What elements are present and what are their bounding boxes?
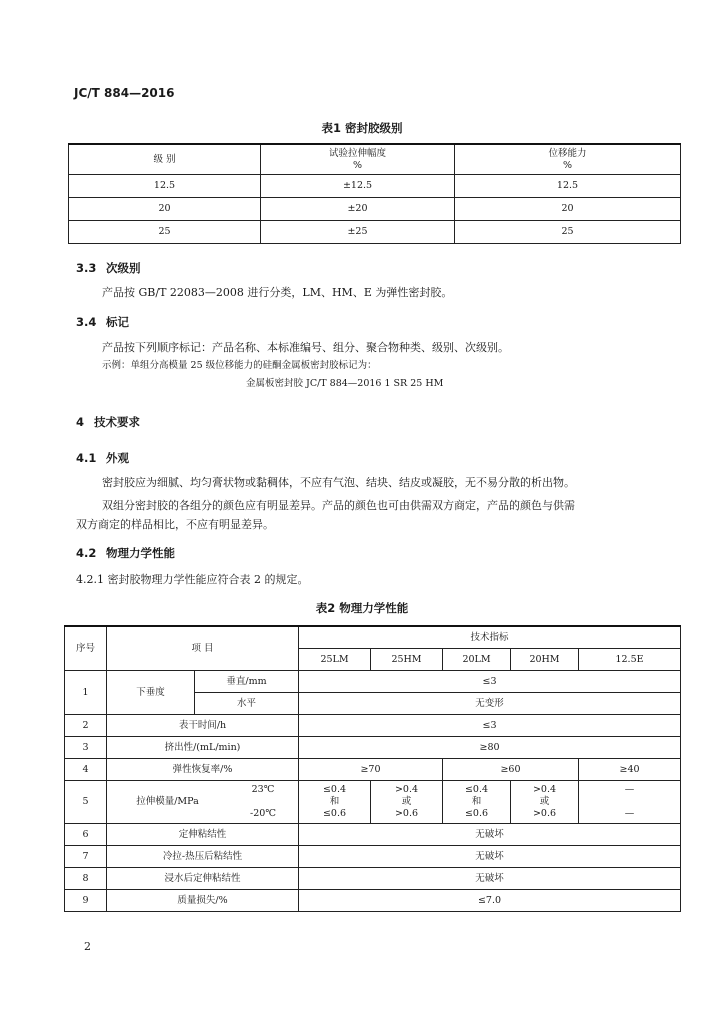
header-amplitude-unit: %: [352, 159, 363, 171]
page-number: 2: [84, 940, 91, 953]
table-row: [69, 175, 681, 198]
cell-no: 2: [65, 715, 107, 737]
cell-value: [371, 781, 443, 824]
header-item: 项 目: [107, 626, 299, 671]
cell-capacity: 12.5: [455, 175, 681, 198]
table-row: [65, 868, 681, 890]
cell-value: 无变形: [299, 693, 681, 715]
header-no: 序号: [65, 626, 107, 671]
value-line: ≤0.6: [464, 808, 489, 819]
cell-subitem: 水平: [195, 693, 299, 715]
cell-value: ≤3: [299, 671, 681, 693]
section-title: 标记: [106, 315, 129, 329]
marking-example-label: 示例：单组分高模量 25 级位移能力的硅酮金属板密封胶标记为：: [102, 360, 377, 371]
cell-value: ≥60: [443, 759, 579, 781]
cell-value: [299, 781, 371, 824]
value-line: ≤0.4: [464, 784, 489, 795]
cell-item: 下垂度: [107, 671, 195, 715]
table-row: [65, 824, 681, 846]
cell-value: 无破坏: [299, 846, 681, 868]
cell-value: ≥40: [579, 759, 681, 781]
item-label: 拉伸模量/MPa: [136, 796, 199, 807]
section-4-2-heading: [76, 545, 175, 561]
cell-no: 6: [65, 824, 107, 846]
cell-subitem: 垂直/mm: [195, 671, 299, 693]
cell-grade: 25: [69, 221, 261, 244]
value-line: —: [624, 808, 635, 819]
cell-no: 1: [65, 671, 107, 715]
header-col-25hm: 25HM: [371, 649, 443, 671]
header-col-20hm: 20HM: [511, 649, 579, 671]
table-row: [65, 737, 681, 759]
value-line: >0.6: [532, 808, 557, 819]
cell-value: ≤3: [299, 715, 681, 737]
value-line: 或: [401, 796, 412, 807]
table-row: [65, 890, 681, 912]
appearance-line-2: 双组分密封胶的各组分的颜色应有明显差异。产品的颜色也可由供需双方商定，产品的颜色与供需: [102, 499, 575, 512]
cell-no: 9: [65, 890, 107, 912]
table-row: [65, 715, 681, 737]
value-line: ≤0.6: [322, 808, 347, 819]
cell-grade: 20: [69, 198, 261, 221]
cell-value: 无破坏: [299, 824, 681, 846]
physical-properties-table: [64, 625, 681, 912]
cell-amplitude: ±25: [261, 221, 455, 244]
cell-no: 8: [65, 868, 107, 890]
table-header-row: [65, 626, 681, 649]
standard-code: JC/T 884—2016: [74, 86, 175, 100]
cell-value: [511, 781, 579, 824]
table1-caption: 表1 密封胶级别: [321, 121, 403, 135]
value-line: 或: [539, 796, 550, 807]
cell-amplitude: ±12.5: [261, 175, 455, 198]
table-row: [65, 781, 681, 824]
cell-item: 冷拉-热压后粘结性: [107, 846, 299, 868]
section-number: 3.3: [76, 261, 97, 275]
cell-item: 挤出性/(mL/min): [107, 737, 299, 759]
header-capacity-unit: %: [562, 159, 573, 171]
temp-23: 23℃: [251, 784, 275, 795]
cell-capacity: 20: [455, 198, 681, 221]
header-col-20lm: 20LM: [443, 649, 511, 671]
header-capacity: [455, 144, 681, 175]
temp-minus-20: -20℃: [250, 808, 276, 819]
section-4-1-heading: [76, 450, 129, 466]
cell-item: 表干时间/h: [107, 715, 299, 737]
section-number: 4: [76, 415, 85, 429]
table-row: [65, 759, 681, 781]
cell-amplitude: ±20: [261, 198, 455, 221]
cell-value: ≥70: [299, 759, 443, 781]
section-number: 4.2: [76, 546, 97, 560]
table-row: [65, 846, 681, 868]
cell-grade: 12.5: [69, 175, 261, 198]
cell-item: [107, 781, 299, 824]
header-col-12-5e: 12.5E: [579, 649, 681, 671]
cell-value: 无破坏: [299, 868, 681, 890]
header-grade: 级 别: [69, 144, 261, 175]
cell-item: 弹性恢复率/%: [107, 759, 299, 781]
section-4-heading: [76, 414, 140, 430]
header-amplitude-title: 试验拉伸幅度: [328, 147, 386, 159]
table-header-row: [69, 144, 681, 175]
section-title: 外观: [106, 451, 129, 465]
cell-no: 7: [65, 846, 107, 868]
value-line: —: [624, 784, 635, 795]
cell-no: 3: [65, 737, 107, 759]
value-line: >0.4: [532, 784, 557, 795]
table2-caption: 表2 物理力学性能: [315, 601, 409, 615]
section-title: 次级别: [106, 261, 141, 275]
cell-value: ≤7.0: [299, 890, 681, 912]
value-line: ≤0.4: [322, 784, 347, 795]
table-row: [65, 671, 681, 693]
value-line: 和: [471, 796, 482, 807]
section-3-3-heading: [76, 260, 141, 276]
section-title: 物理力学性能: [106, 546, 175, 560]
table-row: [69, 198, 681, 221]
grade-table: [68, 143, 681, 244]
cell-no: 4: [65, 759, 107, 781]
value-line: >0.6: [394, 808, 419, 819]
table-row: [69, 221, 681, 244]
header-capacity-title: 位移能力: [548, 147, 587, 159]
cell-value: [579, 781, 681, 824]
section-number: 4.1: [76, 451, 97, 465]
cell-value: ≥80: [299, 737, 681, 759]
cell-item: 浸水后定伸粘结性: [107, 868, 299, 890]
appearance-line-3: 双方商定的样品相比，不应有明显差异。: [76, 518, 274, 531]
value-line: 和: [329, 796, 340, 807]
appearance-line-1: 密封胶应为细腻、均匀膏状物或黏稠体，不应有气泡、结块、结皮或凝胶，无不易分散的析出物。: [102, 476, 575, 489]
cell-no: 5: [65, 781, 107, 824]
value-line: >0.4: [394, 784, 419, 795]
cell-value: [443, 781, 511, 824]
section-title: 技术要求: [94, 415, 140, 429]
marking-example: 金属板密封胶 JC/T 884—2016 1 SR 25 HM: [246, 378, 444, 389]
section-3-4-text: 产品按下列顺序标记：产品名称、本标准编号、组分、聚合物种类、级别、次级别。: [102, 341, 509, 354]
cell-capacity: 25: [455, 221, 681, 244]
section-3-4-heading: [76, 314, 129, 330]
section-4-2-1-text: 4.2.1 密封胶物理力学性能应符合表 2 的规定。: [76, 573, 309, 586]
header-amplitude: [261, 144, 455, 175]
cell-item: 定伸粘结性: [107, 824, 299, 846]
header-tech: 技术指标: [299, 626, 681, 649]
section-number: 3.4: [76, 315, 97, 329]
cell-item: 质量损失/%: [107, 890, 299, 912]
section-3-3-text: 产品按 GB/T 22083—2008 进行分类，LM、HM、E 为弹性密封胶。: [102, 286, 453, 299]
header-col-25lm: 25LM: [299, 649, 371, 671]
